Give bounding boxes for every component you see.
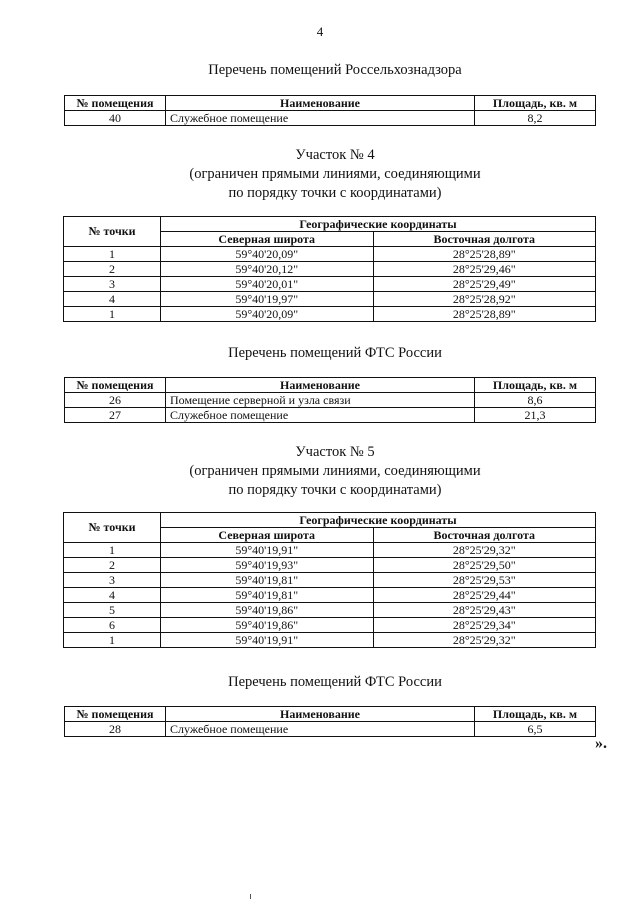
room-number-cell: 28 (65, 722, 166, 737)
plot-4-title (0, 146, 640, 203)
table-row (64, 573, 596, 588)
latitude-cell: 59°40'20,09" (161, 247, 374, 262)
point-number-cell: 3 (64, 573, 161, 588)
latitude-cell: 59°40'19,86" (161, 603, 374, 618)
latitude-cell: 59°40'19,97" (161, 292, 374, 307)
table-row (64, 588, 596, 603)
latitude-cell: 59°40'20,01" (161, 277, 374, 292)
point-number-cell: 3 (64, 277, 161, 292)
header-room-name: Наименование (166, 378, 475, 393)
plot-5-title-line: (ограничен прямыми линиями, соединяющими (189, 463, 481, 479)
point-number-cell: 1 (64, 247, 161, 262)
header-room-area: Площадь, кв. м (475, 378, 596, 393)
header-longitude: Восточная долгота (373, 232, 596, 247)
latitude-cell: 59°40'19,81" (161, 573, 374, 588)
table-row (64, 618, 596, 633)
table-row (64, 277, 596, 292)
table-row (65, 111, 596, 126)
coords-table-plot-4 (63, 216, 596, 322)
rooms-table-fts-2 (64, 706, 596, 737)
section-title-fts-1: Перечень помещений ФТС России (228, 345, 442, 361)
header-room-area: Площадь, кв. м (475, 707, 596, 722)
longitude-cell: 28°25'28,89" (373, 247, 596, 262)
header-geo-coordinates: Географические координаты (161, 513, 596, 528)
plot-4-title-line: (ограничен прямыми линиями, соединяющими (189, 166, 481, 182)
point-number-cell: 1 (64, 633, 161, 648)
plot-4-title-line: Участок № 4 (295, 147, 375, 163)
latitude-cell: 59°40'20,12" (161, 262, 374, 277)
table-row (64, 558, 596, 573)
header-point-number: № точки (64, 217, 161, 247)
table-header-row (65, 96, 596, 111)
plot-5-title (0, 443, 640, 500)
latitude-cell: 59°40'19,86" (161, 618, 374, 633)
room-area-cell: 21,3 (475, 408, 596, 423)
page-number: 4 (316, 24, 324, 39)
room-name-cell: Помещение серверной и узла связи (166, 393, 475, 408)
plot-5-title-line: Участок № 5 (295, 444, 375, 460)
point-number-cell: 4 (64, 588, 161, 603)
table-header-row (64, 513, 596, 528)
longitude-cell: 28°25'29,43" (373, 603, 596, 618)
section-title-rosselkhoznadzor: Перечень помещений Россельхознадзора (208, 62, 462, 78)
header-point-number: № точки (64, 513, 161, 543)
point-number-cell: 4 (64, 292, 161, 307)
header-room-number: № помещения (65, 707, 166, 722)
plot-4-title-line: по порядку точки с координатами) (228, 185, 442, 201)
table-row (64, 307, 596, 322)
longitude-cell: 28°25'29,50" (373, 558, 596, 573)
plot-5-title-line: по порядку точки с координатами) (228, 482, 442, 498)
longitude-cell: 28°25'28,92" (373, 292, 596, 307)
table-row (64, 543, 596, 558)
table-row (64, 247, 596, 262)
latitude-cell: 59°40'19,91" (161, 543, 374, 558)
point-number-cell: 2 (64, 558, 161, 573)
longitude-cell: 28°25'29,53" (373, 573, 596, 588)
point-number-cell: 1 (64, 543, 161, 558)
table-row (64, 603, 596, 618)
room-area-cell: 6,5 (475, 722, 596, 737)
longitude-cell: 28°25'29,44" (373, 588, 596, 603)
header-room-number: № помещения (65, 378, 166, 393)
header-room-name: Наименование (166, 707, 475, 722)
table-header-row (65, 707, 596, 722)
table-row (64, 262, 596, 277)
longitude-cell: 28°25'29,32" (373, 633, 596, 648)
table-row (64, 633, 596, 648)
table-header-row (64, 217, 596, 232)
table-row (65, 722, 596, 737)
longitude-cell: 28°25'29,32" (373, 543, 596, 558)
header-room-name: Наименование (166, 96, 475, 111)
table-row (65, 393, 596, 408)
room-name-cell: Служебное помещение (166, 408, 475, 423)
coords-table-plot-5 (63, 512, 596, 648)
room-name-cell: Служебное помещение (166, 111, 475, 126)
latitude-cell: 59°40'19,91" (161, 633, 374, 648)
header-latitude: Северная широта (161, 528, 374, 543)
table-header-row (65, 378, 596, 393)
header-room-number: № помещения (65, 96, 166, 111)
longitude-cell: 28°25'29,49" (373, 277, 596, 292)
point-number-cell: 2 (64, 262, 161, 277)
room-area-cell: 8,2 (475, 111, 596, 126)
closing-quote-mark: ». (595, 735, 607, 752)
room-number-cell: 40 (65, 111, 166, 126)
table-row (65, 408, 596, 423)
rooms-table-fts-1 (64, 377, 596, 423)
point-number-cell: 6 (64, 618, 161, 633)
longitude-cell: 28°25'29,46" (373, 262, 596, 277)
latitude-cell: 59°40'19,81" (161, 588, 374, 603)
room-number-cell: 26 (65, 393, 166, 408)
header-room-area: Площадь, кв. м (475, 96, 596, 111)
room-area-cell: 8,6 (475, 393, 596, 408)
table-row (64, 292, 596, 307)
latitude-cell: 59°40'19,93" (161, 558, 374, 573)
longitude-cell: 28°25'28,89" (373, 307, 596, 322)
room-name-cell: Служебное помещение (166, 722, 475, 737)
scan-artifact-mark (250, 894, 251, 899)
room-number-cell: 27 (65, 408, 166, 423)
header-geo-coordinates: Географические координаты (161, 217, 596, 232)
rooms-table-rosselkhoznadzor (64, 95, 596, 126)
header-latitude: Северная широта (161, 232, 374, 247)
point-number-cell: 5 (64, 603, 161, 618)
latitude-cell: 59°40'20,09" (161, 307, 374, 322)
point-number-cell: 1 (64, 307, 161, 322)
longitude-cell: 28°25'29,34" (373, 618, 596, 633)
section-title-fts-2: Перечень помещений ФТС России (228, 674, 442, 690)
header-longitude: Восточная долгота (373, 528, 596, 543)
